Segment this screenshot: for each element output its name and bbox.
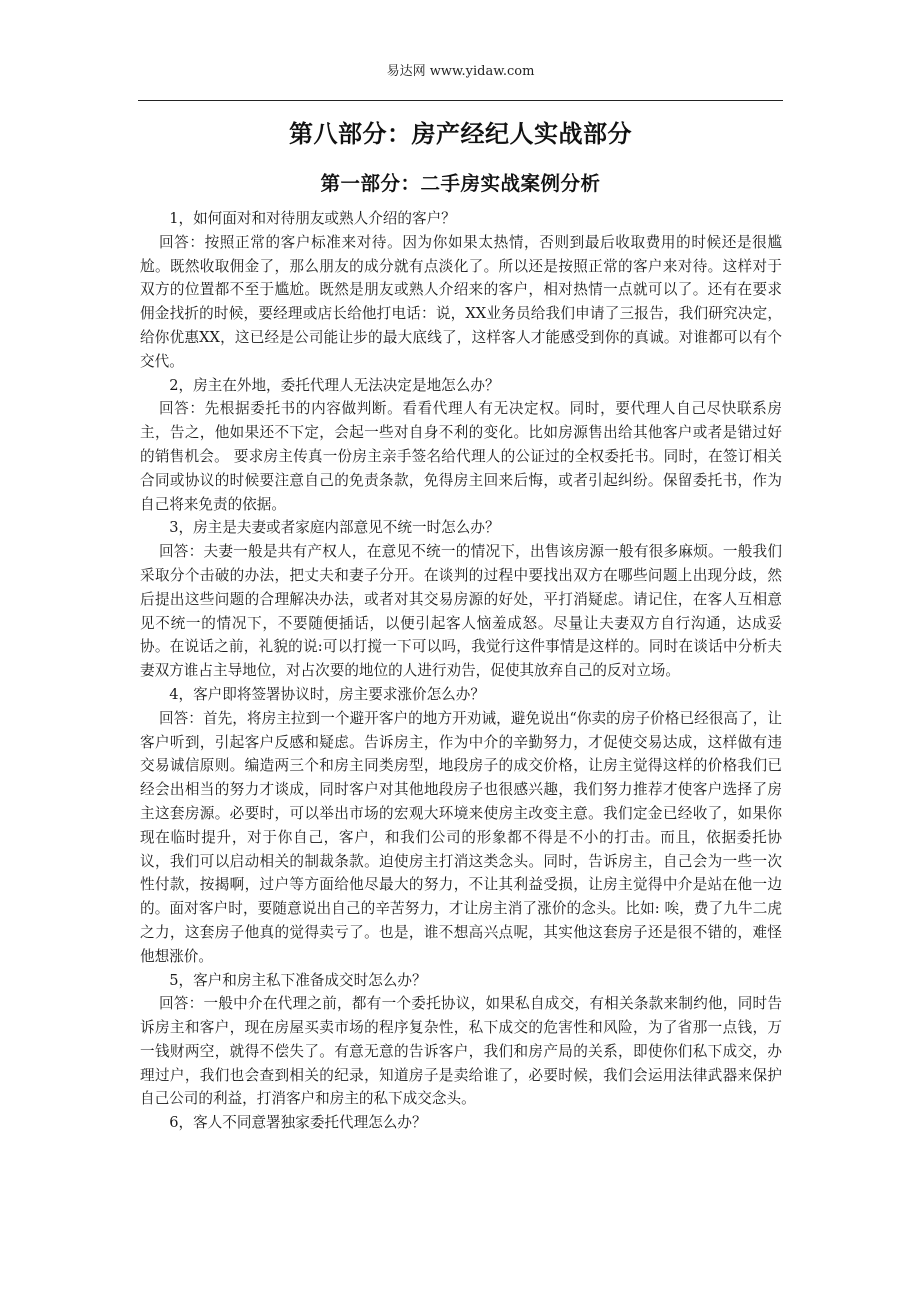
answer-3: 回答：夫妻一般是共有产权人，在意见不统一的情况下，出售该房源一般有很多麻烦。一般我们采取分个击破的办法，把丈夫和妻子分开。在谈判的过程中要找出双方在哪些问题上出现分歧，然后提出这些问题的合理解决办法，或者对其交易房源的好处，平打消疑虑。请记住，在客人互相意见不统一的情况下，不要随便插话，以便引起客人恼羞成怒。尽量让夫妻双方自行沟通，达成妥协。在说话之前，礼貌的说:可以打搅一下可以吗，我觉行这件事情是这样的。同时在谈话中分析夫妻双方谁占主导地位，对占次要的地位的人进行劝告，促使其放弃自己的反对立场。 (140, 543, 782, 680)
page-header: 易达网 www.yidaw.com (386, 64, 535, 79)
answer-4: 回答：首先，将房主拉到一个避开客户的地方开劝诫，避免说出“你卖的房子价格已经很高了，让客户听到，引起客户反感和疑虑。告诉房主，作为中介的辛勤努力，才促使交易达成，这样做有违交易诚信原则。编造两三个和房主同类房型，地段房子的成交价格，让房主觉得这样的价格我们已经会出相当的努力才谈成，同时客户对其他地段房子也很感兴趣，我们努力推荐才使客户选择了房主这套房源。必要时，可以举出市场的宏观大环境来使房主改变主意。我们定金已经收了，如果你现在临时提升，对于你自己，客户，和我们公司的形象都不得是不小的打击。而且，依据委托协议，我们可以启动相关的制裁条款。迫使房主打消这类念头。同时，告诉房主，自己会为一些一次性付款，按揭啊，过户等方面给他尽最大的努力，不让其利益受损，让房主觉得中介是站在他一边的。面对客户时，要随意说出自己的辛苦努力，才让房主消了涨价的念头。比如: 唉，费了九牛二虎之力，这套房子他真的觉得卖亏了。也是，谁不想高兴点呢，其实他这套房子还是很不错的，难怪他想涨价。 (140, 709, 782, 965)
question-5: 5，客户和房主私下准备成交时怎么办？ (169, 971, 427, 989)
document-title: 第八部分：房产经纪人实战部分 (289, 119, 632, 148)
answer-1: 回答：按照正常的客户标准来对待。因为你如果太热情，否则到最后收取费用的时候还是很尴尬。既然收取佣金了，那么朋友的成分就有点淡化了。所以还是按照正常的客户来对待。这样对于双方的位置都不至于尴尬。既然是朋友或熟人介绍来的客户，相对热情一点就可以了。还有在要求佣金找折的时候，要经理或店长给他打电话：说，XX业务员给我们申请了三报告，我们研究决定，给你优惠XX，这已经是公司能让步的最大底线了，这样客人才能感受到你的真诚。对谁都可以有个交代。 (140, 233, 782, 370)
header-divider (138, 100, 783, 101)
section-title: 第一部分：二手房实战案例分析 (320, 172, 601, 195)
answer-5: 回答：一般中介在代理之前，都有一个委托协议，如果私自成交，有相关条款来制约他，同时告诉房主和客户，现在房屋买卖市场的程序复杂性，私下成交的危害性和风险，为了省那一点钱，万一钱财两空，就得不偿失了。有意无意的告诉客户，我们和房产局的关系，即使你们私下成交，办理过户，我们也会查到相关的纪录，知道房子是卖给谁了，必要时候，我们会运用法律武器来保护自己公司的利益，打消客户和房主的私下成交念头。 (140, 995, 782, 1108)
question-3: 3，房主是夫妻或者家庭内部意见不统一时怎么办？ (169, 519, 500, 537)
question-1: 1，如何面对和对待朋友或熟人介绍的客户？ (169, 210, 456, 227)
question-2: 2，房主在外地，委托代理人无法决定是地怎么办？ (169, 376, 500, 394)
question-6: 6，客人不同意署独家委托代理怎么办？ (169, 1114, 427, 1132)
document-body (140, 207, 782, 1135)
answer-2: 回答：先根据委托书的内容做判断。看看代理人有无决定权。同时，要代理人自己尽快联系房主，告之，他如果还不下定，会起一些对自身不利的变化。比如房源售出给其他客户或者是错过好的销售机会。 要求房主传真一份房主亲手签名给代理人的公证过的全权委托书。同时，在签订相关合同或协议的时候要注意自己的免责条款，免得房主回来后悔，或者引起纠纷。保留委托书，作为自己将来免责的依据。 (140, 400, 782, 513)
question-4: 4，客户即将签署协议时，房主要求涨价怎么办？ (169, 685, 485, 703)
